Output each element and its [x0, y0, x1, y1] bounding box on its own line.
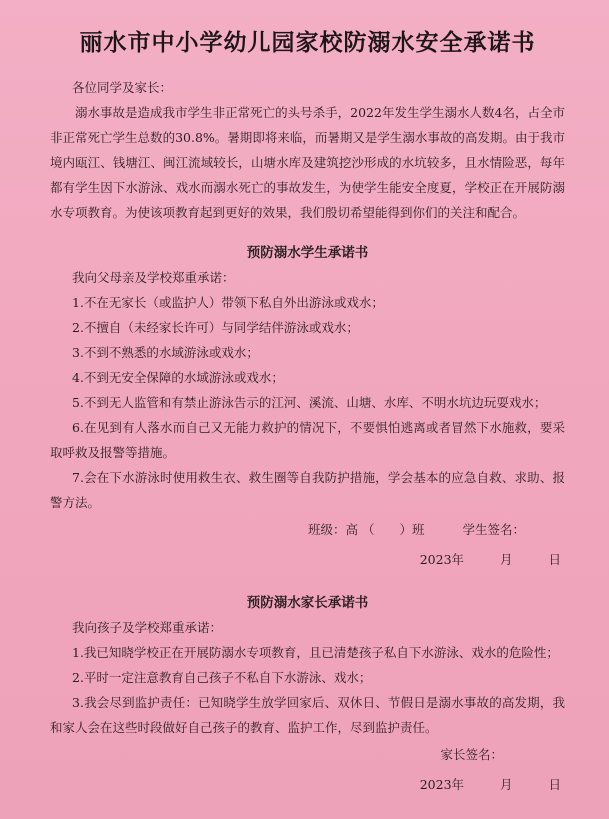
student-lead: 我向父母亲及学校郑重承诺：: [72, 270, 235, 285]
student-sign-row: [50, 515, 565, 545]
student-item: 3.不到不熟悉的水域游泳或戏水；: [72, 345, 259, 360]
parent-item: 1.我已知晓学校正在开展防溺水专项教育，且已清楚孩子私自下水游泳、戏水的危险性；: [72, 645, 559, 660]
student-signature-label: 学生签名：: [462, 522, 526, 537]
student-date-row: [50, 545, 565, 575]
greeting: 各位同学及家长：: [72, 80, 173, 95]
class-label: 班级：高: [308, 522, 359, 537]
parent-item: 2.平时一定注意教育自己孩子不私自下水游泳、戏水；: [72, 670, 372, 685]
date-year: 2023年: [419, 777, 465, 792]
class-blank: （ ）班: [362, 522, 425, 537]
parent-signature-label: 家长签名：: [440, 747, 504, 762]
student-section-title: 预防溺水学生承诺书: [246, 245, 369, 261]
document-title: 丽水市中小学幼儿园家校防溺水安全承诺书: [79, 29, 536, 56]
parent-lead: 我向孩子及学校郑重承诺：: [72, 620, 223, 635]
parent-date-row: [50, 770, 565, 800]
student-item: 6.在见到有人落水而自己又无能力救护的情况下，不要惧怕逃离或者冒然下水施救，要采取呼救及报警等措施。: [50, 420, 565, 460]
parent-section-title: 预防溺水家长承诺书: [246, 595, 369, 611]
date-month: 月: [500, 777, 513, 792]
intro-paragraph: 溺水事故是造成我市学生非正常死亡的头号杀手，2022年发生学生溺水人数4名，占全市非正常死亡学生总数的30.8%。暑期即将来临，而暑期又是学生溺水事故的高发期。由于我市境内瓯江、钱塘江、闽江流域较长，山塘水库及建筑挖沙形成的水坑较多，且水情险恶，每年都有学生因下水游泳、戏水而溺水死亡的事故发生，为使学生能安全度夏，学校正在开展防溺水专项教育。为使该项教育起到更好的效果，我们殷切希望能得到你们的关注和配合。: [50, 105, 565, 220]
student-item: 1.不在无家长（或监护人）带领下私自外出游泳或戏水；: [72, 295, 384, 310]
parent-sign-row: [50, 740, 565, 770]
date-day: 日: [548, 552, 561, 567]
student-item: 5.不到无人监管和有禁止游泳告示的江河、溪流、山塘、水库、不明水坑边玩耍戏水；: [72, 395, 547, 410]
date-year: 2023年: [419, 552, 465, 567]
student-item: 4.不到无安全保障的水域游泳或戏水；: [72, 370, 284, 385]
student-item: 2.不擅自（未经家长许可）与同学结伴游泳或戏水；: [72, 320, 359, 335]
parent-item: 3.我会尽到监护责任：已知晓学生放学回家后、双休日、节假日是溺水事故的高发期，我和家人会在这些时段做好自己孩子的教育、监护工作，尽到监护责任。: [50, 695, 565, 735]
student-item: 7.会在下水游泳时使用救生衣、救生圈等自我防护措施，学会基本的应急自救、求助、报警方法。: [50, 470, 565, 510]
date-month: 月: [500, 552, 513, 567]
date-day: 日: [548, 777, 561, 792]
